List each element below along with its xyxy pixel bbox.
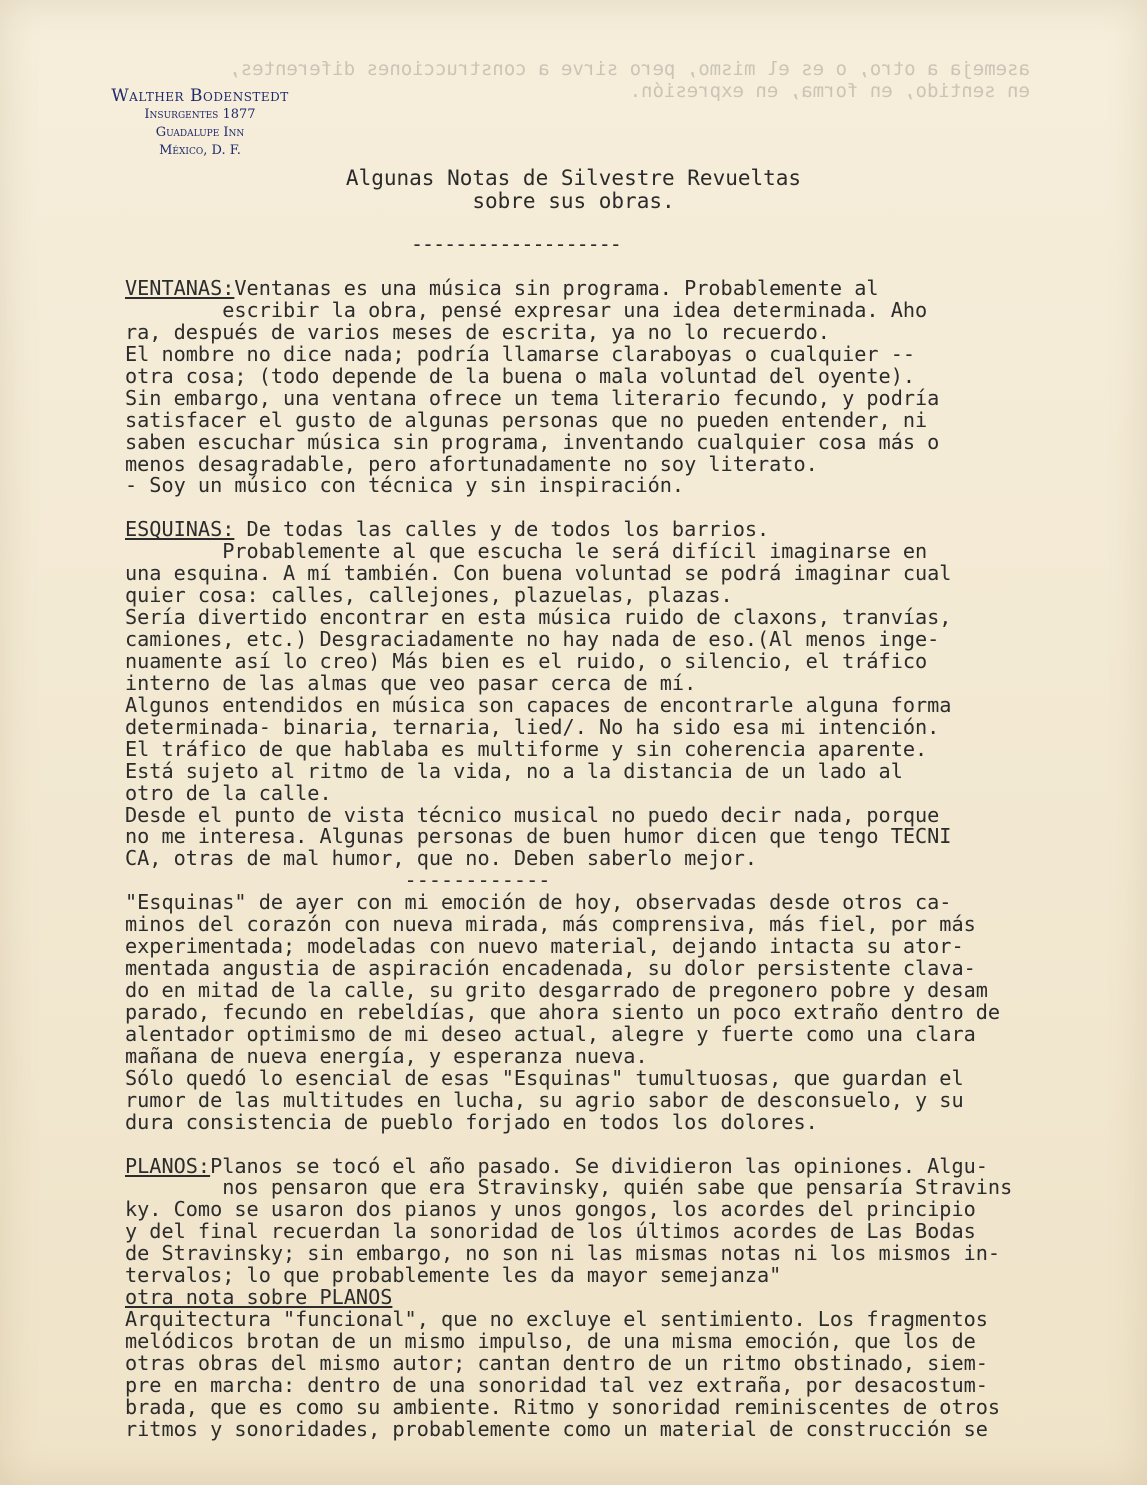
text-line: Sólo quedó lo esencial de esas "Esquinas" tumultuosas, que guardan el [125, 1065, 964, 1090]
bleed-through-line-1: asemeja a otro, o es el mismo, pero sirve a construcciones diferentes, [229, 58, 1030, 80]
text-line: quier cosa: calles, callejones, plazuelas, plazas. [125, 583, 733, 608]
text-line: determinada- binaria, ternaria, lied/. No ha sido esa mi intención. [125, 714, 940, 739]
text-line: parado, fecundo en rebeldías, que ahora siento un poco extraño dentro de [125, 999, 1001, 1024]
letterhead-city: México, D. F. [159, 143, 241, 158]
text-line: Arquitectura "funcional", que no excluye el sentimiento. Los fragmentos [125, 1307, 988, 1332]
text-line: dura consistencia de pueblo forjado en todos los dolores. [125, 1109, 818, 1134]
letterhead-district: Guadalupe Inn [155, 125, 245, 140]
text-line: interno de las almas que veo pasar cerca de mí. [125, 670, 697, 695]
text-line: melódicos brotan de un mismo impulso, de una misma emoción, que los de [125, 1329, 976, 1353]
bleed-through-line-2: en sentido, en forma, en expresión. [629, 80, 1030, 102]
separator-dashes: ------------ [125, 868, 551, 893]
text-line: El tráfico de que hablaba es multiforme y sin coherencia aparente. [125, 736, 928, 761]
text-line: ky. Como se usaron dos pianos y unos gongos, los acordes del principio [125, 1197, 976, 1222]
section-heading-ventanas: VENTANAS: [125, 276, 235, 300]
letterhead [70, 86, 330, 160]
text-line: CA, otras de mal humor, que no. Deben saberlo mejor. [125, 846, 758, 871]
text-line: Sin embargo, una ventana ofrece un tema literario fecundo, y podría [125, 385, 940, 410]
title-rule: ------------------- [411, 232, 621, 256]
text-line: rumor de las multitudes en lucha, su agrio sabor de desconsuelo, y su [125, 1087, 964, 1112]
text-line: una esquina. A mí también. Con buena voluntad se podrá imaginar cual [125, 561, 952, 586]
document-body [125, 278, 1085, 1441]
text-line: satisfacer el gusto de algunas personas que no pueden entender, ni [125, 407, 928, 432]
text-line: y del final recuerdan la sonoridad de los últimos acordes de Las Bodas [125, 1219, 976, 1244]
text-line: mañana de nueva energía, y esperanza nueva. [125, 1043, 648, 1068]
text-line: Probablemente al que escucha le será difícil imaginarse en [125, 539, 928, 564]
text-line: escribir la obra, pensé expresar una idea determinada. Aho [125, 297, 928, 322]
section-heading-planos: PLANOS: [125, 1153, 211, 1178]
letterhead-street: Insurgentes 1877 [144, 107, 256, 122]
text-line: ritmos y sonoridades, probablemente como un material de construcción se [125, 1416, 988, 1441]
section-heading-esquinas: ESQUINAS: [125, 517, 235, 542]
text-line: camiones, etc.) Desgraciadamente no hay nada de eso.(Al menos inge- [125, 627, 940, 651]
text-line: no me interesa. Algunas personas de buen humor dicen que tengo TECNI [125, 824, 952, 849]
document-title: Algunas Notas de Silvestre Revueltas [345, 166, 802, 190]
text-line: de Stravinsky; sin embargo, no son ni las mismas notas ni los mismos in- [125, 1241, 1001, 1266]
document-subtitle: sobre sus obras. [472, 189, 675, 213]
text-line: alentador optimismo de mi deseo actual, alegre y fuerte como una clara [125, 1021, 976, 1046]
text-line: VENTANAS:Ventanas es una música sin programa. Probablemente al [125, 276, 879, 300]
text-line: mentada angustia de aspiración encadenada, su dolor persistente clava- [125, 956, 976, 981]
subheading-otra-nota: otra nota sobre PLANOS [125, 1285, 393, 1310]
text-line: PLANOS:Planos se tocó el año pasado. Se dividieron las opiniones. Algu- [125, 1153, 988, 1178]
text-line: otra cosa; (todo depende de la buena o mala voluntad del oyente). [125, 363, 916, 388]
text-line: Desde el punto de vista técnico musical no puedo decir nada, porque [125, 802, 940, 827]
text-line: menos desagradable, pero afortunadamente no soy literato. [125, 451, 818, 476]
text-line: brada, que es como su ambiente. Ritmo y sonoridad reminiscentes de otros [125, 1394, 1001, 1419]
paragraph-gap [125, 497, 1085, 519]
text-line: minos del corazón con nueva mirada, más comprensiva, más fiel, por más [125, 912, 976, 937]
text-line: saben escuchar música sin programa, inventando cualquier cosa más o [125, 429, 940, 454]
text-line: ESQUINAS: De todas las calles y de todos los barrios. [125, 517, 770, 542]
text-line: - Soy un músico con técnica y sin inspiración. [125, 473, 685, 498]
letterhead-name: Walther Bodenstedt [111, 86, 289, 106]
text-line: Algunos entendidos en música son capaces de encontrarle alguna forma [125, 692, 952, 717]
text-line: ra, después de varios meses de escrita, ya no lo recuerdo. [125, 319, 830, 344]
text-line: Sería divertido encontrar en esta música ruido de claxons, tranvías, [125, 605, 952, 630]
text-line: otro de la calle. [125, 780, 332, 805]
text-line: nos pensaron que era Stravinsky, quién sabe que pensaría Stravins [125, 1175, 1013, 1200]
text-line: pre en marcha: dentro de una sonoridad tal vez extraña, por desacostum- [125, 1372, 988, 1397]
paragraph-gap [125, 1134, 1085, 1156]
text-line: experimentada; modeladas con nuevo material, dejando intacta su ator- [125, 934, 964, 959]
text-line: El nombre no dice nada; podría llamarse claraboyas o cualquier -- [125, 341, 916, 366]
text-line: "Esquinas" de ayer con mi emoción de hoy, observadas desde otros ca- [125, 890, 952, 915]
text-line: otras obras del mismo autor; cantan dentro de un ritmo obstinado, siem- [125, 1350, 988, 1375]
text-line: Está sujeto al ritmo de la vida, no a la distancia de un lado al [125, 758, 903, 783]
text-line: tervalos; lo que probablemente les da mayor semejanza" [125, 1263, 782, 1288]
text-line: do en mitad de la calle, su grito desgarrado de pregonero pobre y desam [125, 978, 988, 1002]
text-line: nuamente así lo creo) Más bien es el ruido, o silencio, el tráfico [125, 648, 928, 673]
